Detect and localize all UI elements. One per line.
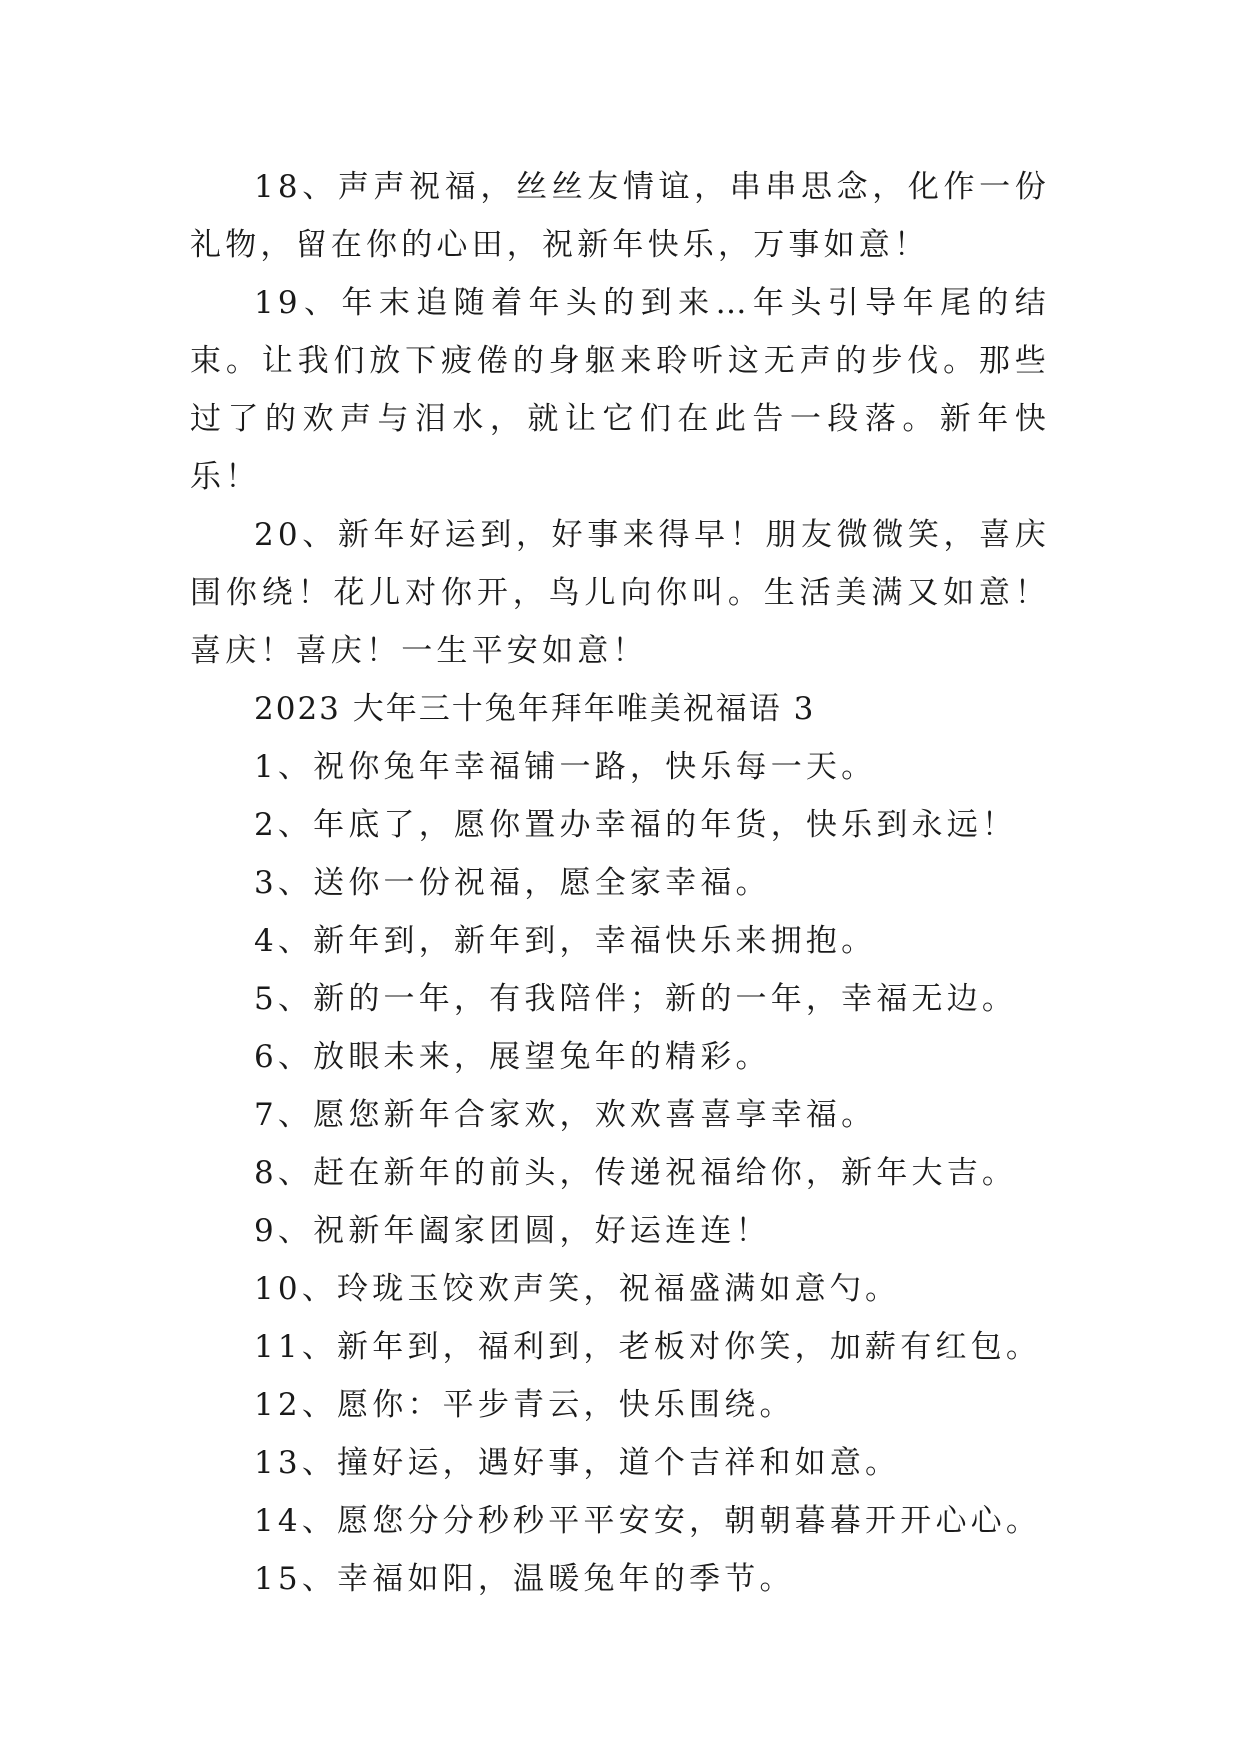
list-item-7: 7、愿您新年合家欢，欢欢喜喜享幸福。 — [254, 1097, 877, 1133]
paragraph-18: 18、声声祝福，丝丝友情谊，串串思念，化作一份礼物，留在你的心田，祝新年快乐，万事如意！ — [190, 169, 1050, 263]
list-item-10: 10、玲珑玉饺欢声笑，祝福盛满如意勺。 — [254, 1271, 901, 1307]
list-item-15: 15、幸福如阳，温暖兔年的季节。 — [254, 1561, 795, 1597]
list-item-4: 4、新年到，新年到，幸福快乐来拥抱。 — [254, 923, 877, 959]
paragraph-20: 20、新年好运到，好事来得早！朋友微微笑，喜庆围你绕！花儿对你开，鸟儿向你叫。生活美满又如意！喜庆！喜庆！一生平安如意！ — [190, 517, 1050, 669]
list-item-8: 8、赶在新年的前头，传递祝福给你，新年大吉。 — [254, 1155, 1018, 1191]
list-item-14: 14、愿您分分秒秒平平安安，朝朝暮暮开开心心。 — [254, 1503, 1042, 1539]
list-item-5: 5、新的一年，有我陪伴；新的一年，幸福无边。 — [254, 981, 1018, 1017]
section-heading: 2023 大年三十兔年拜年唯美祝福语 3 — [254, 691, 816, 727]
list-item-1: 1、祝你兔年幸福铺一路，快乐每一天。 — [254, 749, 877, 785]
paragraph-19: 19、年末追随着年头的到来…年头引导年尾的结束。让我们放下疲倦的身躯来聆听这无声的步伐。那些过了的欢声与泪水，就让它们在此告一段落。新年快乐！ — [190, 285, 1050, 495]
document-body — [190, 158, 1050, 1608]
list-item-6: 6、放眼未来，展望兔年的精彩。 — [254, 1039, 771, 1075]
list-item-11: 11、新年到，福利到，老板对你笑，加薪有红包。 — [254, 1329, 1042, 1365]
list-item-13: 13、撞好运，遇好事，道个吉祥和如意。 — [254, 1445, 901, 1481]
list-item-9: 9、祝新年阖家团圆，好运连连！ — [254, 1213, 771, 1249]
list-item-2: 2、年底了，愿你置办幸福的年货，快乐到永远！ — [254, 807, 1018, 843]
list-item-12: 12、愿你：平步青云，快乐围绕。 — [254, 1387, 795, 1423]
list-item-3: 3、送你一份祝福，愿全家幸福。 — [254, 865, 771, 901]
